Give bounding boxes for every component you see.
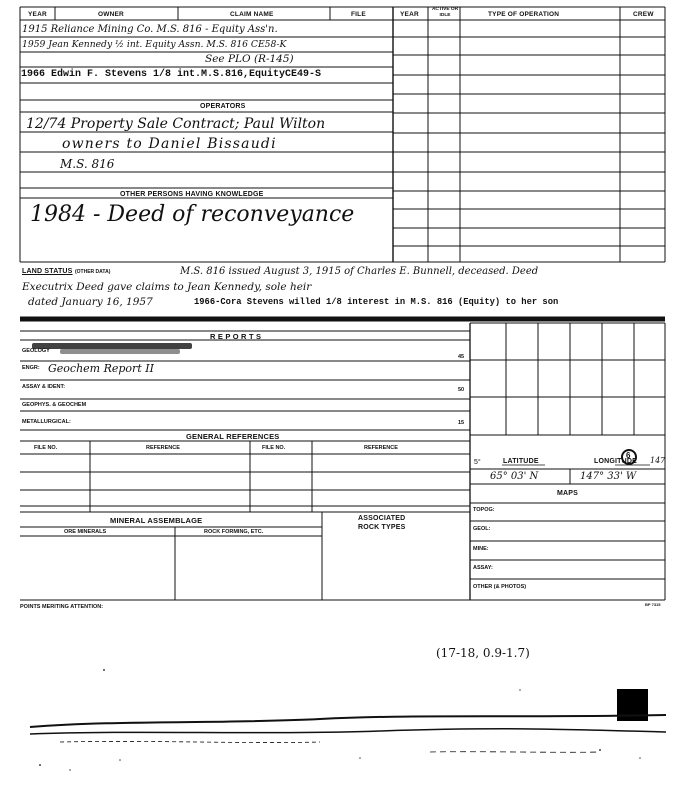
header-file: FILE [351,11,366,18]
maps-assay: ASSAY: [473,565,493,571]
coordinates-note: (17-18, 0.9-1.7) [436,646,530,660]
points-meriting-attention: POINTS MERITING ATTENTION: [20,604,104,610]
reports-geology-label: GEOLOGY [22,348,50,354]
owner-entry-1915: 1915 Reliance Mining Co. M.S. 816 - Equity Ass'n. [22,24,278,35]
associated-label: ASSOCIATED [358,515,406,522]
header-year: YEAR [28,11,47,18]
gr-file-no-header-2: FILE NO. [262,445,286,451]
land-status-line-2: Executrix Deed gave claims to Jean Kennedy, sole heir [22,281,312,293]
header-type-of-operation: TYPE OF OPERATION [488,11,560,18]
header-active-or-idle: ACTIVE OR IDLE [431,7,459,18]
rock-forming-header: ROCK FORMING, ETC. [204,529,264,535]
header-claim-name: CLAIM NAME [230,11,274,18]
reports-assay-label: ASSAY & IDENT: [22,384,66,390]
land-status-line-3-typed: 1966-Cora Stevens willed 1/8 interest in M.S. 816 (Equity) to her son [194,297,559,307]
reports-title: R E P O R T S [210,332,262,341]
other-persons-entry: 1984 - Deed of reconveyance [30,202,355,227]
general-references-title: GENERAL REFERENCES [186,432,280,441]
form-number: BP 7315 [645,602,661,607]
header-crew: CREW [633,11,654,18]
latitude-value: 65° 03' N [490,471,539,482]
gr-file-no-header: FILE NO. [34,445,58,451]
reports-engr-value: Geochem Report II [48,362,154,375]
reports-number-45: 45 [458,354,465,360]
operators-line-2: owners to Daniel Bissaudi [62,136,277,152]
land-status-line-1: M.S. 816 issued August 3, 1915 of Charles E. Bunnell, deceased. Deed [180,266,539,277]
longitude-value: 147° 33' W [580,471,637,482]
gr-reference-header: REFERENCE [146,445,180,451]
ore-minerals-header: ORE MINERALS [64,529,107,535]
owner-entry-1959: 1959 Jean Kennedy ½ int. Equity Assn. M.S. 816 CE58-K [22,39,287,50]
owner-entry-see-plo: See PLO (R-145) [205,53,294,65]
reports-geophys-label: GEOPHYS. & GEOCHEM [22,402,87,408]
rock-types-label: ROCK TYPES [358,524,406,531]
maps-title: MAPS [557,490,579,497]
location-circled-mark: 6 [626,451,631,460]
reports-number-50: 50 [458,387,465,393]
location-prefix: 5° [474,459,481,466]
land-status-note: (OTHER DATA) [75,269,111,275]
owner-entry-1966-typed: 1966 Edwin F. Stevens 1/8 int.M.S.816,EquityCE49-S [21,69,322,80]
operators-title: OPERATORS [200,103,246,110]
gr-reference-header-2: REFERENCE [364,445,398,451]
location-suffix: 147 [650,456,666,465]
maps-other: OTHER (& PHOTOS) [473,584,527,590]
latitude-label: LATITUDE [503,458,539,465]
header-year-2: YEAR [400,11,419,18]
maps-geol: GEOL: [473,526,491,532]
operators-line-1: 12/74 Property Sale Contract; Paul Wilton [26,116,326,132]
maps-mine: MINE: [473,546,489,552]
reports-number-15: 15 [458,420,465,426]
mineral-assemblage-title: MINERAL ASSEMBLAGE [110,516,203,525]
other-persons-title: OTHER PERSONS HAVING KNOWLEDGE [120,191,264,198]
reports-engr-label: ENGR: [22,365,40,371]
operators-line-3: M.S. 816 [60,157,115,171]
maps-topog: TOPOG: [473,507,495,513]
longitude-label: LONGITUDE [594,458,638,465]
header-owner: OWNER [98,11,124,18]
land-status-label: LAND STATUS [22,268,73,275]
land-status-line-3-hand: dated January 16, 1957 [28,296,153,308]
reports-metallurgical-label: METALLURGICAL: [22,419,71,425]
